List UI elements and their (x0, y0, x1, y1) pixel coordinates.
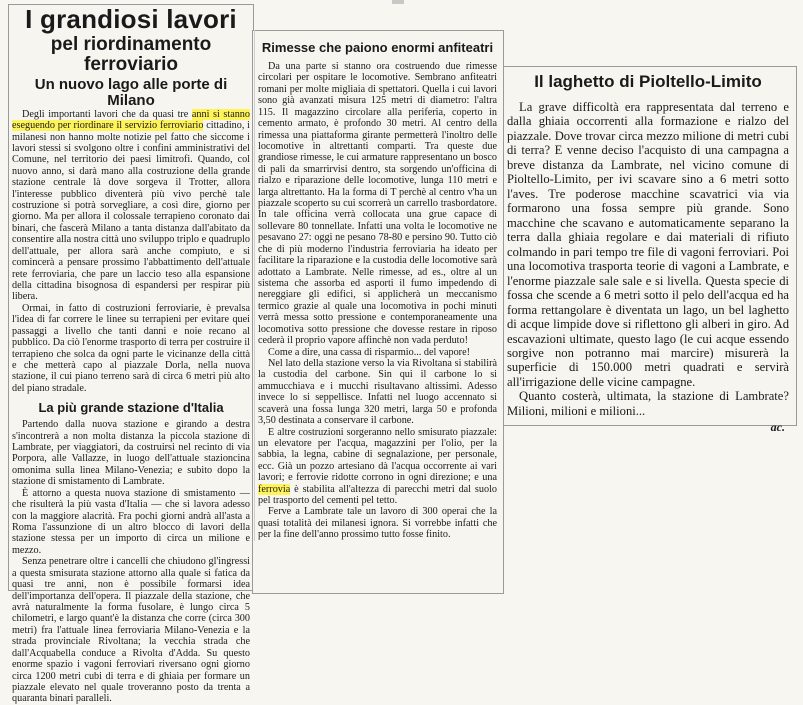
paragraph (258, 427, 497, 507)
paragraph: Da una parte si stanno ora costruendo due rimesse circolari per ospitare le locomotive. Sembrano anfiteatri romani per molte migliaia di spettatori. Quella i cui lavori sono già avanzati misura 125 metri di diametro: l'altra 115. Il magazzino circolare alla periferia, coperto in cemento armato, è profondo 30 metri. Al centro della rimessa una piattaforma girante permetterà l'inoltro delle locomotive in altrettanti comparti. Tra queste due grandiose rimesse, le cui armature rappresentano un bosco di pali da smarrirvisi dentro, sta sorgendo un'officina di rialzo e riparazione delle locomotive, lunga 110 metri e larga altrettanto. Ha la forma di T perchè al centro v'ha un piazzale scoperto su cui scorrerà un carrello trasbordatore. In tale officina verrà collocata una grue capace di sollevare 80 tonnellate. Infatti una volta le locomotive ne pesavano 27: oggi ne pesano 78-80 e persino 90. Tutto ciò che di più moderno l'industria ferroviaria ha ideato per facilitare la riparazione e la custodia delle locomotive sarà adottato a Lambrate. Nelle rimesse, ad es., oltre al un sistema che assorba ed asporti il fumo impedendo di nereggiare gli edifici, si applicherà un meccanismo termico grazie al quale una locomotiva in pochi minuti verrà messa sotto pressione e contemporaneamente una locomotiva sotto pressione che dovesse restare in riposo cederà il proprio vapore affinchè non vada perduto! (258, 61, 497, 347)
column-2-body (255, 61, 500, 541)
column-3-body (503, 100, 793, 418)
author-signature: ac. (770, 420, 785, 435)
paragraph: Partendo dalla nuova stazione e girando a destra s'incontrerà a non molta distanza la piccola stazione di Lambrate, per viaggiatori, da costruirsi nel recinto di via Porpora, alle Vallazze, in luogo dell'attuale stazioncina omonima sulla linea Milano-Venezia; e subito dopo la stazione di smistamento di Lambrate. (12, 419, 250, 488)
scan-edge-mark (392, 0, 404, 4)
column-2 (254, 30, 500, 541)
paragraph: Nel lato della stazione verso la via Rivoltana si stabilirà la custodia del carbone. Sin qui il carbone lo si ammucchiava e i mucchi risultavano altissimi. Adesso invece lo si seppellisce. Infatti nel luogo accennato si scaverà una fossa lunga 320 metri, larga 50 e profonda 3,50 destinata a conservare il carbone. (258, 357, 497, 427)
paragraph: Senza penetrare oltre i cancelli che chiudono gl'ingressi a questa smisurata stazione attorno alla quale si fatica da quasi tre anni, non è possibile formarsi idea dell'importanza dell'opera. Il piazzale della stazione, che avrà naturalmente la forma fusolare, è lungo circa 5 chilometri, e largo quant'è la distanza che corre (circa 300 metri) fra l'attuale linea ferroviaria Milano-Venezia e la strada provinciale Rivoltana; la vecchia strada che dall'Acquabella conduce a Rivolta d'Adda. Su questo enorme spazio i vagoni ferroviari riversano ogni giorno circa 1200 metri cubi di terra e di ghiaia per formare un piazzale elevato nel quale troveranno posto da trenta a quaranta binari paralleli. (12, 556, 250, 705)
kicker: Un nuovo lago alle porte di Milano (34, 76, 228, 109)
subheadline: pel riordinamento ferroviario (50, 34, 212, 76)
paragraph: La grave difficoltà era rappresentata dal terreno e dalla ghiaia occorrenti alla formazione e rialzo del piazzale. Dove trovar circa mezzo milione di metri cubi di terra? E venne deciso l'acquisto di una campagna a breve distanza da Lambrate, nel vicino comune di Pioltello-Limito, per ivi scavare sino a 6 metri sotto l'aves. Tre poderose macchine scavatrici via via formarono una fossa sempre più grande. Sono macchine che scavano e automaticamente separano la terra dalla ghiaia regolare e dai materiali di rifiuto colmando in pari tempo tre file di vagoni ferroviari. Poi una locomotiva trasporta teorie di vagoni a Lambrate, e l'enorme piazzale sale sale e si livella. Questa specie di fossa che scende a 6 metri sotto il pelo dell'acqua ed ha forma rettangolare è diventata un lago, un bel laghetto di acque limpide dove si riflettono gli alberi in giro. Ad escavazioni ultimate, questo lago (le cui acque essendo sorgive non potranno mai marcire) misurerà la superficie di 150.000 metri quadrati e servirà all'irrigazione delle vicine campagne. (507, 100, 789, 389)
column-2-title: Rimesse che paiono enormi anfiteatri (261, 40, 494, 55)
column-1-body-2 (12, 419, 250, 705)
highlighted-text: anni si stanno eseguendo per riordinare il servizio ferroviario (12, 108, 250, 132)
section-heading: La più grande stazione d'Italia (38, 400, 224, 416)
paragraph: Quanto costerà, ultimata, la stazione di Lambrate? Milioni, milioni e milioni... (507, 389, 789, 418)
column-1-body (12, 109, 250, 395)
paragraph-text: Degli importanti lavori che da quasi tre (22, 108, 192, 120)
paragraph: Ormai, in fatto di costruzioni ferroviarie, è prevalsa l'idea di far correre le linee su terrapieni per evitare quei passaggi a livello che tanti danni e noie recano al pubblico. Da ciò l'enorme trasporto di terra per costruire il terrapieno che solca da ogni parte le vicinanze della città e che metterà capo al piazzale Dorla, nella nuova stazione, il cui piano terreno sarà di circa 6 metri più alto del piano stradale. (12, 302, 250, 394)
column-3-title: Il laghetto di Pioltello-Limito (534, 72, 762, 91)
paragraph-text: è stabilita all'altezza di parecchi metri dal suolo pel trasporto del cementi pel tetto. (258, 483, 497, 507)
column-1 (12, 0, 250, 705)
highlighted-text: ferrovia (258, 483, 291, 495)
paragraph: È attorno a questa nuova stazione di smistamento — che risulterà la più vasta d'Italia — che si lavora adesso con la maggiore alacrità. Fra pochi giorni andrà all'asta a Roma l'assunzione di un altro blocco di lavori della stazione stessa per un importo di circa un milione e mezzo. (12, 487, 250, 556)
paragraph-text: E altre costruzioni sorgeranno nello smisurato piazzale: un elevatore per l'acqua, magazzini per l'olio, per la sabbia, la legna, cabine di segnalazione, per personale, ecc. Già un pozzo artesiano dà l'acqua occorrente ai vari lavori; e ferrovie ridotte corrono in ogni direzione; e una (258, 426, 497, 484)
paragraph-text: cittadino, i milanesi non hanno molte notizie pel fatto che siccome i lavori stessi si svolgono oltre i confini amministrativi del Comune, nel territorio dei paesi limitrofi. Quando, col nuovo anno, si darà mano alla costruzione della grande stazione centrale là dove sorgeva il Trotter, allora l'interesse pubblico diventerà più vivo perchè tale costruzione si potrà sorvegliare, a così dire, giorno per giorno. Ma per allora il colossale terrapieno coronato dai binari, che fascerà Milano a tanta distanza dall'abitato da consentire alla nostra città uno sviluppo triplo e quadruplo dell'attuale, per allora sarà anche compiuto, e si comincerà a pensare prossimo l'abbattimento dell'attuale rete ferroviaria, che pare un laccio teso alla espansione della cittadina bisognosa di espandersi per respirar più libera. (12, 120, 250, 303)
paragraph (12, 109, 250, 303)
headline: I grandiosi lavori (25, 4, 237, 34)
paragraph: Ferve a Lambrate tale un lavoro di 300 operai che la quasi totalità dei milanesi ignora. Si vorrebbe infatti che per la fine dell'anno prossimo tutto fosse finito. (258, 506, 497, 541)
paragraph: Come a dire, una cassa di risparmio... del vapore! (268, 346, 470, 358)
column-3 (503, 66, 793, 435)
